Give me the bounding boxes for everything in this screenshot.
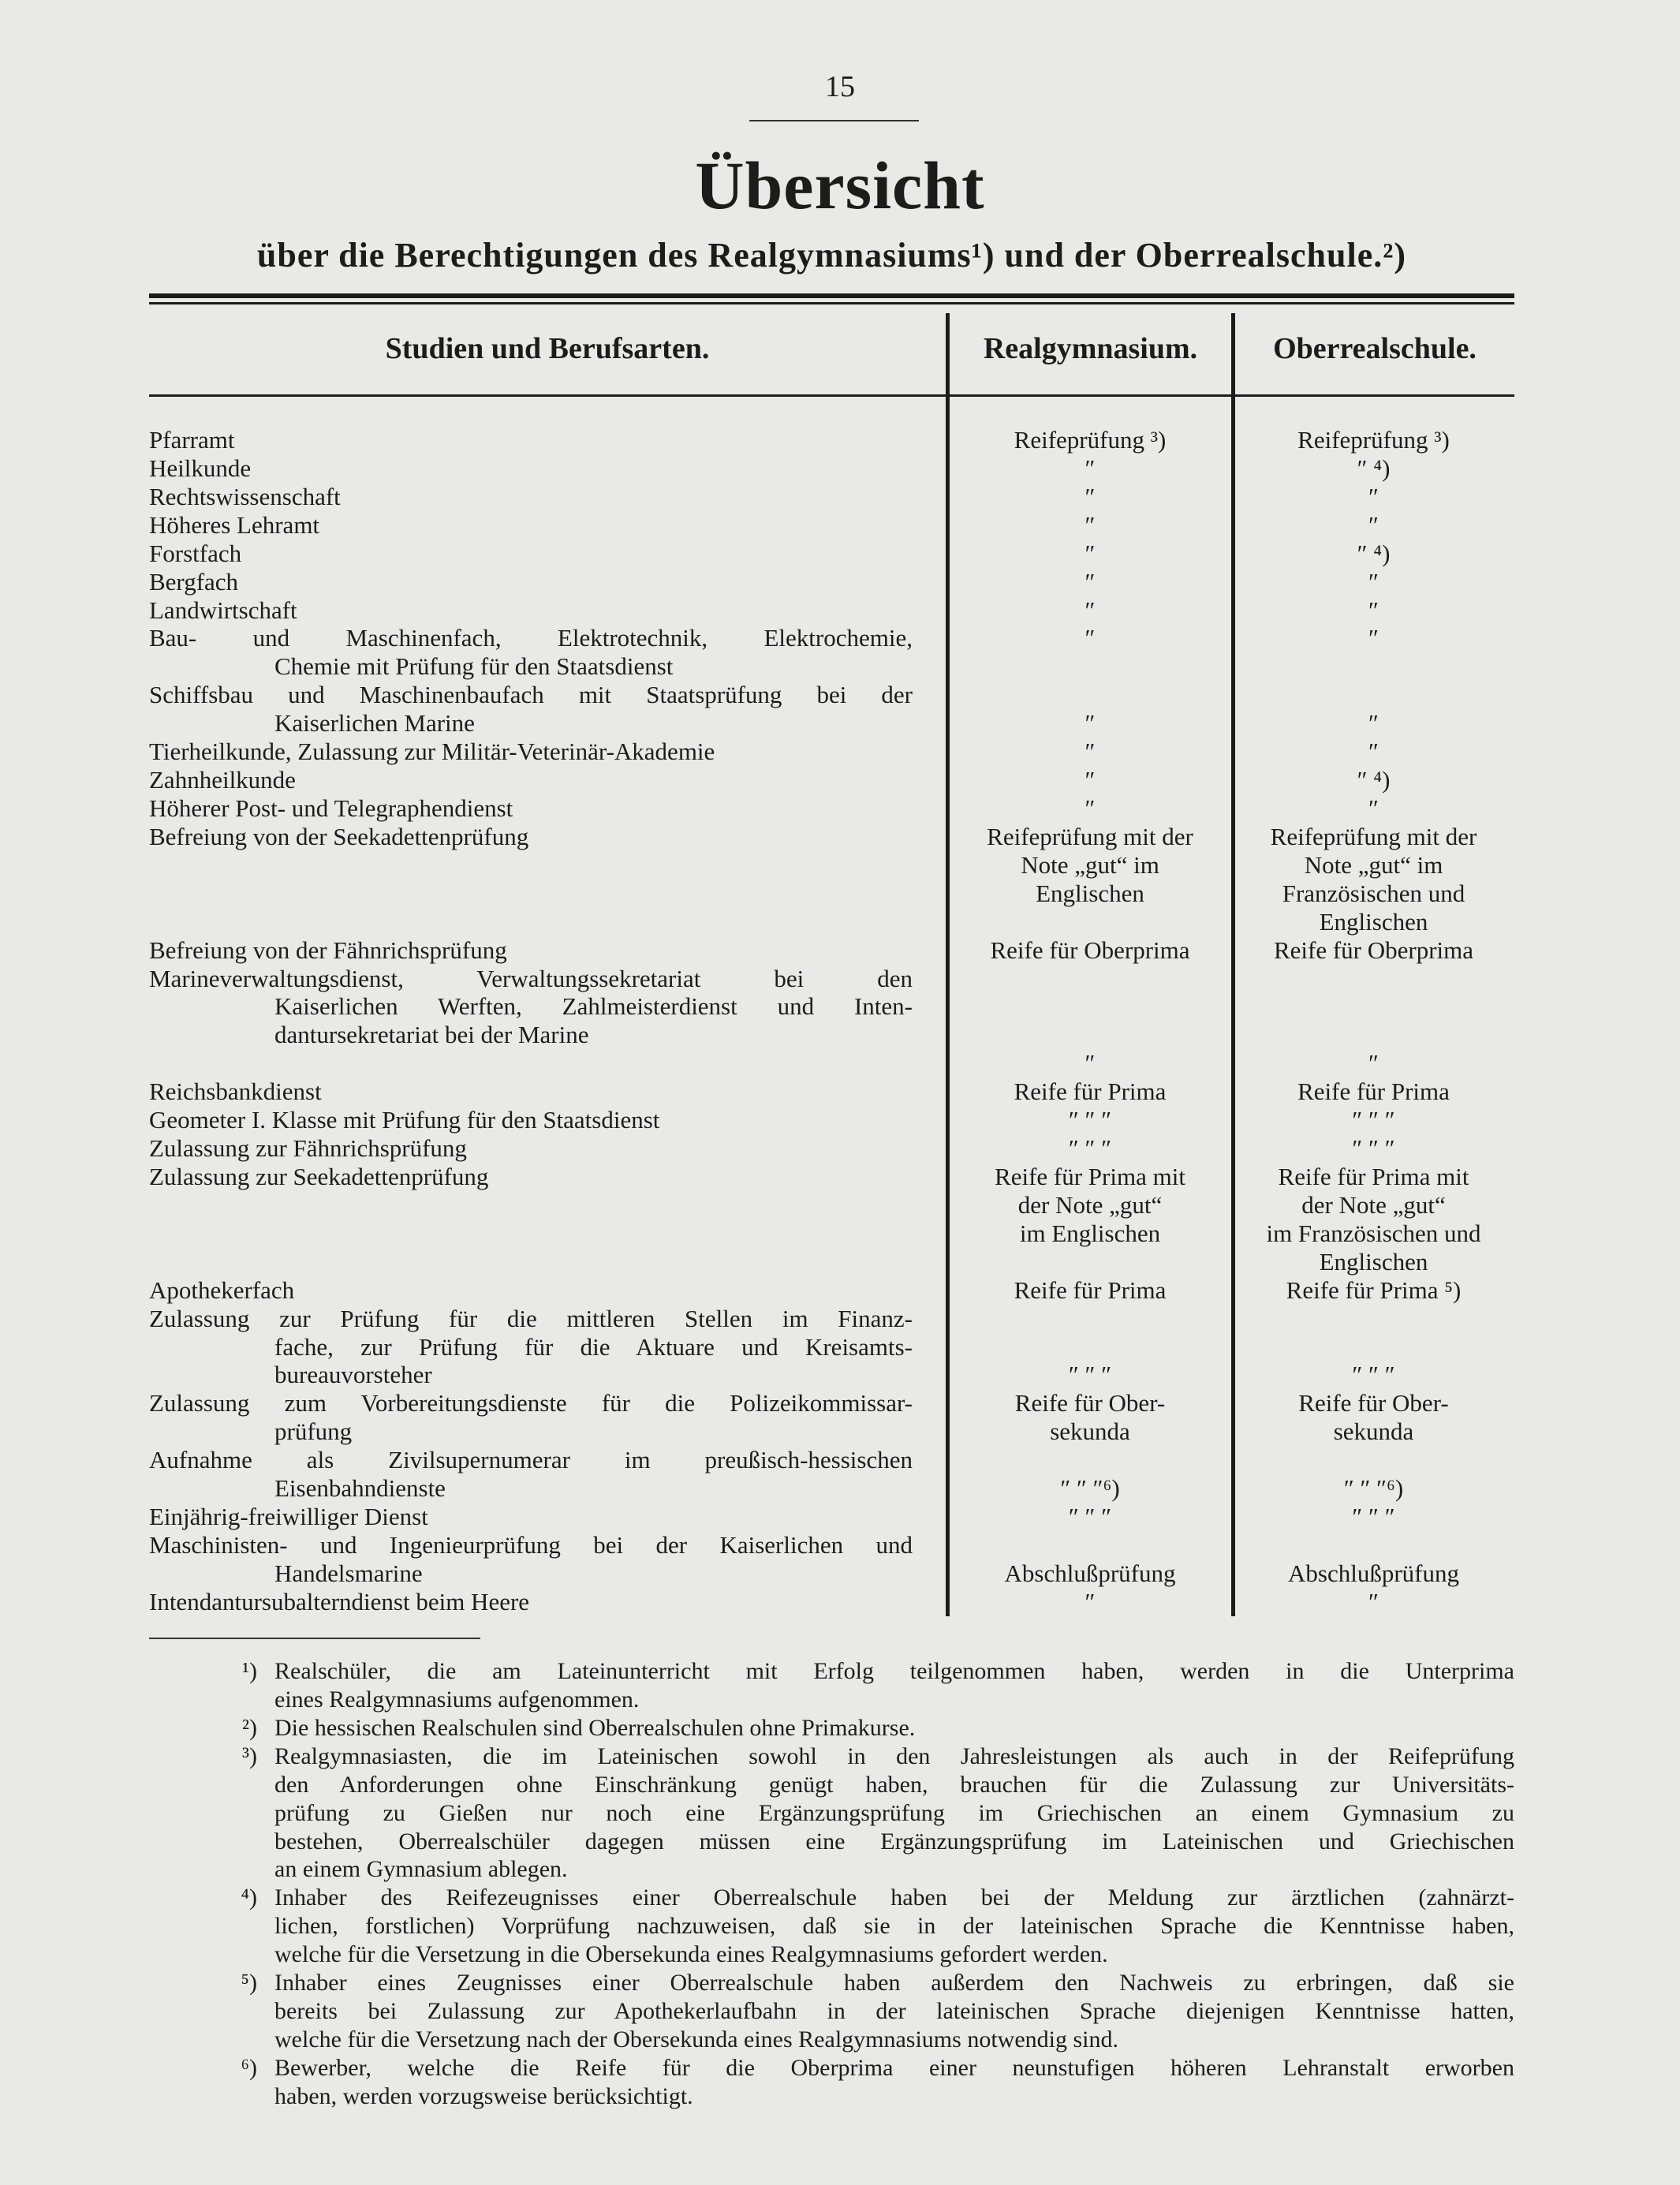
realgymnasium-cell [947, 1305, 1233, 1390]
cell-line [955, 1446, 1225, 1474]
realgymnasium-cell [947, 483, 1233, 511]
cell-line: ″ [1368, 624, 1379, 652]
subject-cell [149, 540, 947, 568]
cell-line: Rechtswissenschaft [149, 482, 341, 510]
cell-line: Heilkunde [149, 454, 252, 482]
footnote-marker: ²) [242, 1714, 257, 1741]
footnote-line: bestehen, Oberrealschüler dagegen müssen eine Ergänzungsprüfung im Lateinischen und Griechischen [274, 1828, 1514, 1854]
cell-line: Reifeprüfung mit der [987, 822, 1193, 850]
page-subtitle: über die Berechtigungen des Realgymnasiums¹) und der Oberrealschule.²) [256, 236, 1407, 275]
cell-line: Reife für Prima mit [995, 1162, 1185, 1190]
cell-line: fache, zur Prüfung für die Aktuare und Kreisamts- [274, 1332, 913, 1361]
footnote-line: eines Realgymnasiums aufgenommen. [274, 1686, 640, 1713]
realgymnasium-cell [947, 596, 1233, 625]
subject-cell [149, 1163, 947, 1276]
cell-line: ″ [1368, 567, 1379, 596]
cell-line [1241, 1305, 1506, 1333]
cell-line: Reife für Ober- [1014, 1389, 1166, 1417]
realgymnasium-cell [947, 766, 1233, 794]
subject-cell [149, 1078, 947, 1106]
cell-line: Französischen und [1282, 879, 1465, 907]
table-row [149, 1531, 1514, 1588]
oberrealschule-cell [1233, 1389, 1514, 1446]
table-row [149, 823, 1514, 936]
table-row [149, 738, 1514, 766]
cell-line: ″ ″ ″ [1352, 1361, 1395, 1389]
realgymnasium-cell [947, 1531, 1233, 1588]
footnote-rule [149, 1638, 480, 1639]
footnote [149, 1742, 1514, 1884]
footnote-line: Realgymnasiasten, die im Lateinischen sowohl in den Jahresleistungen als auch in der Reifeprüfung [274, 1742, 1514, 1769]
footnote-marker: ⁶) [241, 2054, 257, 2081]
footnote-text [274, 1969, 1514, 2054]
cell-line: Reife für Oberprima [990, 936, 1190, 964]
footnote [149, 1657, 1514, 1714]
realgymnasium-cell [947, 1389, 1233, 1446]
cell-line: Bergfach [149, 567, 239, 596]
cell-line: ″ ″ ″⁶) [1343, 1474, 1404, 1503]
cell-line: Apothekerfach [149, 1276, 295, 1304]
cell-line: Reife für Prima [1297, 1078, 1450, 1106]
cell-line: Reifeprüfung mit der [1270, 822, 1477, 850]
cell-line: der Note „gut“ [1017, 1190, 1163, 1219]
footnote-text [274, 1742, 1514, 1884]
footnote-line: lichen, forstlichen) Vorprüfung nachzuweisen, daß sie in der lateinischen Sprache die Kenntnisse haben, [274, 1913, 1514, 1940]
table-row [149, 483, 1514, 511]
footnote-text [274, 1884, 1514, 1969]
cell-line: Einjährig-freiwilliger Dienst [149, 1503, 428, 1531]
cell-line [955, 965, 1225, 993]
cell-line: ″ [1085, 709, 1096, 738]
cell-line [955, 1021, 1225, 1049]
table-row [149, 624, 1514, 681]
cell-line: ″ [1368, 709, 1379, 738]
cell-line: Reifeprüfung ³) [1297, 426, 1450, 454]
oberrealschule-cell [1233, 936, 1514, 965]
cell-line: ″ [1368, 596, 1379, 624]
realgymnasium-cell [947, 965, 1233, 1078]
cell-line: Befreiung von der Seekadettenprüfung [149, 822, 529, 850]
cell-line: ″ [1085, 624, 1096, 652]
table-body [149, 426, 1514, 1616]
cell-line: Englischen [1319, 907, 1428, 936]
cell-line: ″ [1085, 539, 1096, 567]
oberrealschule-cell [1233, 681, 1514, 738]
cell-line: ″ [1368, 794, 1379, 822]
subject-cell [149, 794, 947, 823]
cell-line: ″ [1085, 738, 1096, 766]
footnote [149, 2054, 1514, 2111]
cell-line: ″ [1085, 567, 1096, 596]
footnote [149, 1969, 1514, 2054]
table-row [149, 965, 1514, 1078]
cell-line: Englischen [1319, 1247, 1428, 1276]
cell-line: Zulassung zur Fähnrichsprüfung [149, 1134, 467, 1163]
cell-line: sekunda [1333, 1417, 1414, 1446]
header-studies: Studien und Berufsarten. [385, 332, 710, 365]
footnote-text [274, 2054, 1514, 2111]
cell-line: Aufnahme als Zivilsupernumerar im preußisch-hessischen [149, 1446, 913, 1474]
cell-line [955, 1305, 1225, 1333]
cell-line: Chemie mit Prüfung für den Staatsdienst [274, 652, 674, 681]
cell-line: ″ [1368, 1049, 1379, 1078]
table-row [149, 540, 1514, 568]
realgymnasium-cell [947, 681, 1233, 738]
cell-line [1241, 965, 1506, 993]
oberrealschule-cell [1233, 823, 1514, 936]
cell-line: prüfung [274, 1417, 353, 1446]
table-row [149, 1134, 1514, 1163]
cell-line: Marineverwaltungsdienst, Verwaltungssekretariat bei den [149, 964, 913, 992]
oberrealschule-cell [1233, 1531, 1514, 1588]
subject-cell [149, 1389, 947, 1446]
table-row [149, 794, 1514, 823]
page-number: 15 [825, 70, 855, 103]
realgymnasium-cell [947, 1588, 1233, 1616]
subject-cell [149, 1106, 947, 1134]
oberrealschule-cell [1233, 511, 1514, 540]
footnote-line: welche für die Versetzung nach der Obersekunda eines Realgymnasiums notwendig sind. [274, 2026, 1118, 2052]
subject-cell [149, 426, 947, 454]
cell-line: ″ [1368, 482, 1379, 510]
footnote-line: Realschüler, die am Lateinunterricht mit Erfolg teilgenommen haben, werden in die Unterprima [274, 1658, 1514, 1684]
cell-line [1241, 1446, 1506, 1474]
oberrealschule-cell [1233, 794, 1514, 823]
footnote-text [274, 1714, 1514, 1742]
cell-line: Reife für Ober- [1298, 1389, 1449, 1417]
cell-line: ″ [1368, 738, 1379, 766]
cell-line: Intendantursubalterndienst beim Heere [149, 1587, 530, 1615]
table-row [149, 681, 1514, 738]
realgymnasium-cell [947, 511, 1233, 540]
footnote-line: Inhaber eines Zeugnisses einer Oberrealschule haben außerdem den Nachweis zu erbringen, daß sie [274, 1970, 1514, 1996]
cell-line: Befreiung von der Fähnrichsprüfung [149, 936, 507, 964]
footnote-line: prüfung zu Gießen nur noch eine Ergänzungsprüfung im Griechischen an einem Gymnasium zu [274, 1799, 1514, 1826]
cell-line: Geometer I. Klasse mit Prüfung für den Staatsdienst [149, 1106, 660, 1134]
oberrealschule-cell [1233, 1305, 1514, 1390]
subject-cell [149, 766, 947, 794]
footnote-line: Bewerber, welche die Reife für die Oberprima einer neunstufigen höheren Lehranstalt erworben [274, 2054, 1514, 2081]
realgymnasium-cell [947, 936, 1233, 965]
cell-line: ″ [1085, 482, 1096, 510]
footnote-marker: ³) [242, 1742, 257, 1769]
cell-line: Note „gut“ im [1304, 850, 1443, 879]
cell-line: Abschlußprüfung [1288, 1559, 1459, 1587]
oberrealschule-cell [1233, 766, 1514, 794]
cell-line: Schiffsbau und Maschinenbaufach mit Staatsprüfung bei der [149, 681, 913, 709]
subject-cell [149, 454, 947, 483]
cell-line: Reife für Prima ⁵) [1286, 1276, 1462, 1304]
subject-cell [149, 511, 947, 540]
table-row [149, 596, 1514, 625]
table-row [149, 568, 1514, 596]
oberrealschule-cell [1233, 1134, 1514, 1163]
cell-line: sekunda [1050, 1417, 1130, 1446]
cell-line: Kaiserlichen Werften, Zahlmeisterdienst und Inten- [274, 992, 913, 1021]
realgymnasium-cell [947, 1503, 1233, 1531]
realgymnasium-cell [947, 568, 1233, 596]
cell-line: ″ ⁴) [1357, 766, 1391, 794]
realgymnasium-cell [947, 738, 1233, 766]
realgymnasium-cell [947, 454, 1233, 483]
cell-line: Zulassung zum Vorbereitungsdienste für die Polizeikommissar- [149, 1389, 913, 1417]
subject-cell [149, 738, 947, 766]
realgymnasium-cell [947, 1276, 1233, 1305]
realgymnasium-cell [947, 1078, 1233, 1106]
oberrealschule-cell [1233, 965, 1514, 1078]
double-rule-bottom [149, 302, 1514, 304]
cell-line: im Französischen und [1266, 1219, 1481, 1247]
cell-line [1241, 1531, 1506, 1559]
footnote [149, 1714, 1514, 1742]
cell-line: Reife für Prima [1014, 1276, 1167, 1304]
cell-line: ″ ″ ″ [1068, 1106, 1112, 1134]
oberrealschule-cell [1233, 1163, 1514, 1276]
cell-line: Zahnheilkunde [149, 766, 296, 794]
footnote-line: haben, werden vorzugsweise berücksichtigt. [274, 2082, 693, 2109]
table-row [149, 1106, 1514, 1134]
subject-cell [149, 1305, 947, 1390]
cell-line: im Englischen [1019, 1219, 1161, 1247]
realgymnasium-cell [947, 624, 1233, 681]
cell-line: ″ [1085, 1049, 1096, 1078]
cell-line: der Note „gut“ [1301, 1190, 1446, 1219]
cell-line: Reife für Prima [1014, 1078, 1167, 1106]
table-row [149, 454, 1514, 483]
cell-line: Note „gut“ im [1021, 850, 1159, 879]
table-row [149, 1389, 1514, 1446]
cell-line [1241, 1021, 1506, 1049]
table-row [149, 1163, 1514, 1276]
subject-cell [149, 1531, 947, 1588]
subject-cell [149, 681, 947, 738]
subject-cell [149, 823, 947, 936]
footnote-marker: ⁵) [241, 1970, 257, 1996]
cell-line [955, 1333, 1225, 1361]
cell-line: Tierheilkunde, Zulassung zur Militär-Veterinär-Akademie [149, 738, 715, 766]
realgymnasium-cell [947, 426, 1233, 454]
cell-line: Reichsbankdienst [149, 1078, 322, 1106]
oberrealschule-cell [1233, 1588, 1514, 1616]
cell-line: Forstfach [149, 539, 242, 567]
cell-line: ″ ⁴) [1357, 454, 1391, 482]
cell-line: Zulassung zur Prüfung für die mittleren Stellen im Finanz- [149, 1304, 913, 1332]
table-row [149, 1446, 1514, 1503]
cell-line: ″ ″ ″ [1352, 1503, 1395, 1531]
cell-line [955, 992, 1225, 1021]
subject-cell [149, 1588, 947, 1616]
realgymnasium-cell [947, 1134, 1233, 1163]
realgymnasium-cell [947, 823, 1233, 936]
page-title: Übersicht [695, 148, 985, 223]
subject-cell [149, 483, 947, 511]
double-rule-top [149, 293, 1514, 298]
subject-cell [149, 1503, 947, 1531]
cell-line: ″ [1368, 510, 1379, 539]
cell-line: ″ ″ ″ [1068, 1134, 1112, 1163]
cell-line [1241, 1333, 1506, 1361]
oberrealschule-cell [1233, 1078, 1514, 1106]
oberrealschule-cell [1233, 1106, 1514, 1134]
cell-line: bureauvorsteher [274, 1361, 432, 1389]
cell-line: ″ ″ ″⁶) [1060, 1474, 1120, 1503]
oberrealschule-cell [1233, 426, 1514, 454]
footnote [149, 1884, 1514, 1969]
realgymnasium-cell [947, 1446, 1233, 1503]
oberrealschule-cell [1233, 483, 1514, 511]
cell-line: ″ [1085, 1587, 1096, 1615]
subject-cell [149, 568, 947, 596]
cell-line: ″ [1085, 766, 1096, 794]
subject-cell [149, 1276, 947, 1305]
cell-line: Abschlußprüfung [1004, 1559, 1176, 1587]
footnotes [149, 1657, 1514, 2111]
cell-line [955, 681, 1225, 709]
cell-line: Eisenbahndienste [274, 1474, 446, 1503]
subject-cell [149, 1134, 947, 1163]
cell-line: Landwirtschaft [149, 596, 297, 624]
footnote-line: bereits bei Zulassung zur Apothekerlaufbahn in der lateinischen Sprache diejenigen Kenntnisse hatten, [274, 1998, 1514, 2025]
cell-line: Englischen [1036, 879, 1144, 907]
footnote-marker: ⁴) [241, 1884, 257, 1911]
cell-line: Höherer Post- und Telegraphendienst [149, 794, 513, 822]
cell-line: Reife für Prima mit [1278, 1162, 1469, 1190]
cell-line: Kaiserlichen Marine [274, 709, 475, 738]
cell-line: ″ ″ ″ [1068, 1361, 1112, 1389]
footnote-line: welche für die Versetzung in die Obersekunda eines Realgymnasiums gefordert werden. [274, 1941, 1108, 1968]
oberrealschule-cell [1233, 738, 1514, 766]
table-row [149, 511, 1514, 540]
cell-line: ″ [1085, 794, 1096, 822]
subject-cell [149, 624, 947, 681]
cell-line: Pfarramt [149, 426, 235, 454]
subject-cell [149, 965, 947, 1078]
table-row [149, 426, 1514, 454]
cell-line: ″ ⁴) [1357, 539, 1391, 567]
cell-line: ″ ″ ″ [1352, 1134, 1395, 1163]
footnote-line: Die hessischen Realschulen sind Oberrealschulen ohne Primakurse. [274, 1714, 916, 1741]
realgymnasium-cell [947, 540, 1233, 568]
realgymnasium-cell [947, 1163, 1233, 1276]
cell-line: ″ ″ ″ [1068, 1503, 1112, 1531]
header-rule [149, 394, 1514, 397]
realgymnasium-cell [947, 1106, 1233, 1134]
cell-line: ″ [1085, 596, 1096, 624]
cell-line [1241, 992, 1506, 1021]
cell-line: Höheres Lehramt [149, 510, 320, 539]
oberrealschule-cell [1233, 1446, 1514, 1503]
page-number-rule [749, 120, 919, 121]
header-realgymnasium: Realgymnasium. [983, 332, 1198, 365]
table-row [149, 1503, 1514, 1531]
header-oberrealschule: Oberrealschule. [1273, 332, 1477, 365]
cell-line: ″ [1085, 454, 1096, 482]
oberrealschule-cell [1233, 1276, 1514, 1305]
cell-line: Handelsmarine [274, 1559, 423, 1587]
footnote-line: an einem Gymnasium ablegen. [274, 1856, 568, 1883]
footnote-text [274, 1657, 1514, 1714]
oberrealschule-cell [1233, 540, 1514, 568]
oberrealschule-cell [1233, 568, 1514, 596]
oberrealschule-cell [1233, 624, 1514, 681]
oberrealschule-cell [1233, 454, 1514, 483]
cell-line: Bau- und Maschinenfach, Elektrotechnik, Elektrochemie, [149, 624, 913, 652]
cell-line: dantursekretariat bei der Marine [274, 1021, 589, 1049]
table-row [149, 1588, 1514, 1616]
table-row [149, 1276, 1514, 1305]
subject-cell [149, 936, 947, 965]
footnote-line: Inhaber des Reifezeugnisses einer Oberrealschule haben bei der Meldung zur ärztlichen (zahnärzt- [274, 1884, 1514, 1911]
cell-line: ″ [1085, 510, 1096, 539]
oberrealschule-cell [1233, 1503, 1514, 1531]
oberrealschule-cell [1233, 596, 1514, 625]
subject-cell [149, 1446, 947, 1503]
cell-line [955, 1531, 1225, 1559]
cell-line: Reife für Oberprima [1273, 936, 1474, 964]
table-row [149, 936, 1514, 965]
cell-line [1241, 681, 1506, 709]
cell-line: ″ ″ ″ [1352, 1106, 1395, 1134]
table-row [149, 1078, 1514, 1106]
table-row [149, 766, 1514, 794]
cell-line: ″ [1368, 1587, 1379, 1615]
cell-line: Reifeprüfung ³) [1014, 426, 1167, 454]
cell-line: Maschinisten- und Ingenieurprüfung bei der Kaiserlichen und [149, 1530, 913, 1559]
subject-cell [149, 596, 947, 625]
footnote-line: den Anforderungen ohne Einschränkung genügt haben, brauchen für die Zulassung zur Universitäts- [274, 1771, 1514, 1798]
cell-line: Zulassung zur Seekadettenprüfung [149, 1162, 489, 1190]
table-row [149, 1305, 1514, 1390]
realgymnasium-cell [947, 794, 1233, 823]
footnote-marker: ¹) [242, 1658, 257, 1684]
